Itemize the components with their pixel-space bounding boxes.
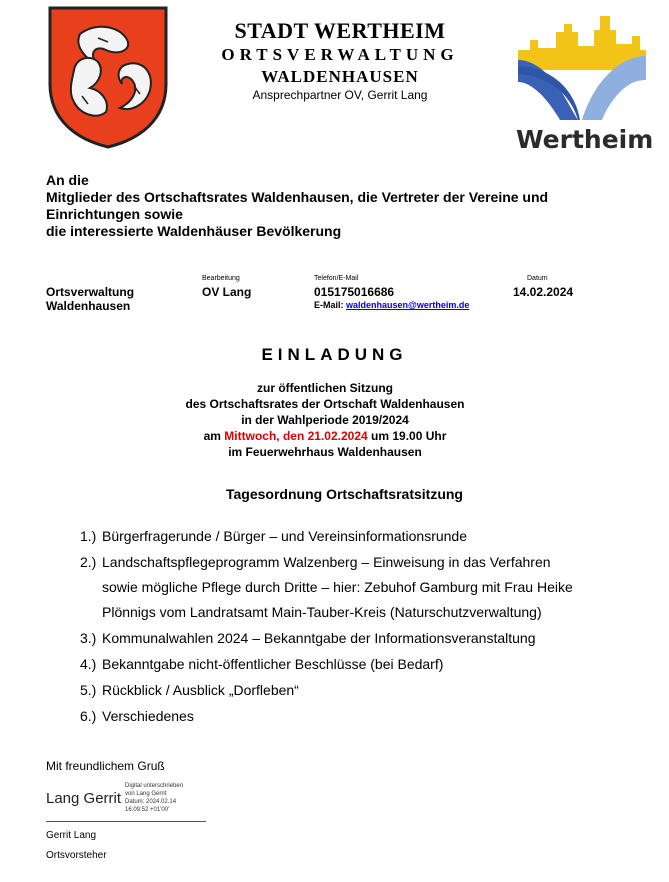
invitation-title: EINLADUNG (261, 345, 408, 364)
city-title: STADT WERTHEIM (234, 18, 446, 43)
agenda-number: 6.) (80, 708, 97, 724)
agenda-item (80, 550, 640, 625)
agenda-item (80, 704, 640, 729)
signature-note-line: Datum: 2024.02.14 (125, 799, 177, 805)
agenda-text: Verschiedenes (102, 708, 194, 724)
address-line: die interessierte Waldenhäuser Bevölkerung (46, 223, 342, 239)
invitation-details (100, 380, 550, 460)
invitation-line: im Feuerwehrhaus Waldenhausen (228, 445, 422, 459)
invitation-line: des Ortschaftsrates der Ortschaft Waldenhausen (185, 397, 465, 411)
address-line: Einrichtungen sowie (46, 206, 183, 222)
office-line: Waldenhausen (46, 299, 131, 313)
agenda-number: 4.) (80, 656, 97, 672)
logo-wordmark: Wertheim (516, 125, 654, 154)
signature-note-line: 16:09:52 +01'00' (125, 807, 170, 813)
agenda-item (80, 678, 640, 703)
district-title: WALDENHAUSEN (261, 67, 419, 86)
signature-note-line: Digital unterschrieben (125, 783, 184, 789)
agenda-item (80, 626, 640, 651)
agenda-text-continued: Plönnigs vom Landratsamt Main-Tauber-Kreis (Naturschutzverwaltung) (102, 604, 542, 620)
recipient-address (46, 172, 626, 240)
address-line: An die (46, 172, 89, 188)
sender-office (46, 285, 134, 313)
agenda-number: 1.) (80, 528, 97, 544)
date-value: 14.02.2024 (513, 285, 574, 299)
contact-person: Ansprechpartner OV, Gerrit Lang (252, 88, 428, 102)
date-suffix: um 19.00 Uhr (367, 429, 447, 443)
phone-label: Telefon/E-Mail (314, 275, 359, 282)
letterhead (175, 18, 505, 103)
invitation-line: in der Wahlperiode 2019/2024 (241, 413, 409, 427)
agenda-text: Rückblick / Ausblick „Dorfleben“ (102, 682, 299, 698)
office-line: Ortsverwaltung (46, 285, 135, 299)
agenda-number: 2.) (80, 554, 97, 570)
email-line (314, 300, 469, 310)
agenda-item (80, 652, 640, 677)
agenda-number: 5.) (80, 682, 97, 698)
signature-line (46, 821, 206, 822)
agenda-text: Kommunalwahlen 2024 – Bekanntgabe der Informationsveranstaltung (102, 630, 536, 646)
office-title: ORTSVERWALTUNG (221, 45, 459, 64)
digital-signature-note (125, 782, 183, 814)
processing-value: OV Lang (202, 285, 252, 299)
date-prefix: am (203, 429, 225, 443)
greeting: Mit freundlichem Gruß (46, 759, 165, 773)
processing-label: Bearbeitung (202, 275, 240, 282)
agenda-text: Landschaftspflegeprogramm Walzenberg – Einweisung in das Verfahren (102, 554, 551, 570)
signer-name: Gerrit Lang (46, 830, 97, 841)
signer-role: Ortsvorsteher (46, 850, 107, 861)
agenda-text: Bekanntgabe nicht-öffentlicher Beschlüsse (bei Bedarf) (102, 656, 444, 672)
agenda-number: 3.) (80, 630, 97, 646)
agenda-text-continued: sowie mögliche Pflege durch Dritte – hier: Zebuhof Gamburg mit Frau Heike (102, 579, 573, 595)
signature-note-line: von Lang Gerrit (125, 791, 167, 797)
phone-value: 015175016686 (314, 285, 395, 299)
invitation-line: zur öffentlichen Sitzung (257, 381, 393, 395)
agenda-text: Bürgerfragerunde / Bürger – und Vereinsinformationsrunde (102, 528, 467, 544)
meeting-date: Mittwoch, den 21.02.2024 (224, 429, 368, 443)
agenda-title: Tagesordnung Ortschaftsratsitzung (226, 486, 463, 502)
agenda-item (80, 524, 640, 549)
date-label: Datum (527, 275, 548, 282)
invitation-date-line (100, 428, 550, 444)
email-link[interactable]: waldenhausen@wertheim.de (346, 300, 470, 310)
email-label: E-Mail: (314, 300, 344, 310)
signature-name: Lang Gerrit (46, 790, 122, 807)
wertheim-logo (516, 10, 654, 154)
coat-of-arms-icon (46, 4, 170, 150)
address-line: Mitglieder des Ortschaftsrates Waldenhausen, die Vertreter der Vereine und (46, 189, 549, 205)
castle-skyline-icon (516, 10, 648, 122)
